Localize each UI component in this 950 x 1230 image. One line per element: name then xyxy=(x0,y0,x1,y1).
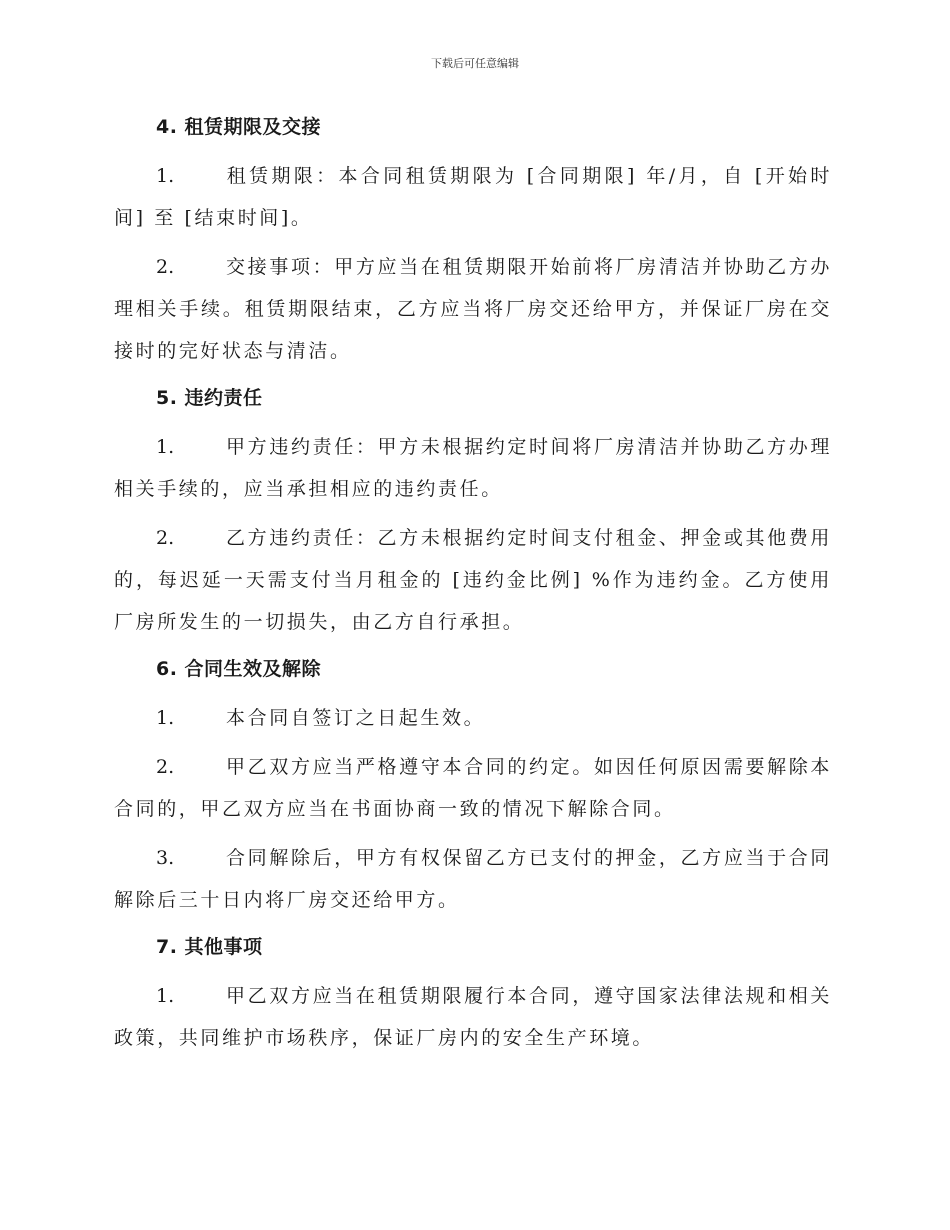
clause-text: 交接事项：甲方应当在租赁期限开始前将厂房清洁并协助乙方办理相关手续。租赁期限结束，乙方应当将厂房交还给甲方，并保证厂房在交接时的完好状态与清洁。 xyxy=(114,256,832,362)
clause xyxy=(114,746,832,830)
clause xyxy=(114,517,832,643)
section-heading: 6. 合同生效及解除 xyxy=(156,658,322,680)
clause-number: 1. xyxy=(156,436,175,458)
clause-number: 2. xyxy=(156,527,175,549)
clause xyxy=(114,426,832,510)
section-breach-liability xyxy=(114,377,832,643)
clause xyxy=(114,246,832,372)
clause xyxy=(114,975,832,1059)
section-lease-term xyxy=(114,106,832,372)
clause-number: 3. xyxy=(156,847,175,869)
section-heading: 4. 租赁期限及交接 xyxy=(156,116,322,138)
section-heading: 7. 其他事项 xyxy=(156,936,263,958)
clause-text: 本合同自签订之日起生效。 xyxy=(226,707,486,729)
clause-number: 2. xyxy=(156,256,175,278)
clause xyxy=(114,697,832,739)
clause-text: 甲乙双方应当在租赁期限履行本合同，遵守国家法律法规和相关政策，共同维护市场秩序，保证厂房内的安全生产环境。 xyxy=(114,985,832,1049)
clause-number: 2. xyxy=(156,756,175,778)
clause-number: 1. xyxy=(156,985,175,1007)
section-other-matters xyxy=(114,926,832,1059)
clause-text: 甲方违约责任：甲方未根据约定时间将厂房清洁并协助乙方办理相关手续的，应当承担相应的违约责任。 xyxy=(114,436,832,500)
clause-text: 甲乙双方应当严格遵守本合同的约定。如因任何原因需要解除本合同的，甲乙双方应当在书面协商一致的情况下解除合同。 xyxy=(114,756,832,820)
clause-text: 合同解除后，甲方有权保留乙方已支付的押金，乙方应当于合同解除后三十日内将厂房交还给甲方。 xyxy=(114,847,832,911)
clause xyxy=(114,155,832,239)
clause-number: 1. xyxy=(156,165,175,187)
section-effect-termination xyxy=(114,648,832,921)
section-heading: 5. 违约责任 xyxy=(156,387,263,409)
clause-text: 乙方违约责任：乙方未根据约定时间支付租金、押金或其他费用的，每迟延一天需支付当月租金的 [违约金比例] %作为违约金。乙方使用厂房所发生的一切损失，由乙方自行承担。 xyxy=(114,527,832,633)
page-header: 下载后可任意编辑 xyxy=(431,57,519,70)
document-body xyxy=(114,106,832,1064)
clause-number: 1. xyxy=(156,707,175,729)
clause xyxy=(114,837,832,921)
clause-text: 租赁期限：本合同租赁期限为 [合同期限] 年/月，自 [开始时间] 至 [结束时间]。 xyxy=(114,165,832,229)
